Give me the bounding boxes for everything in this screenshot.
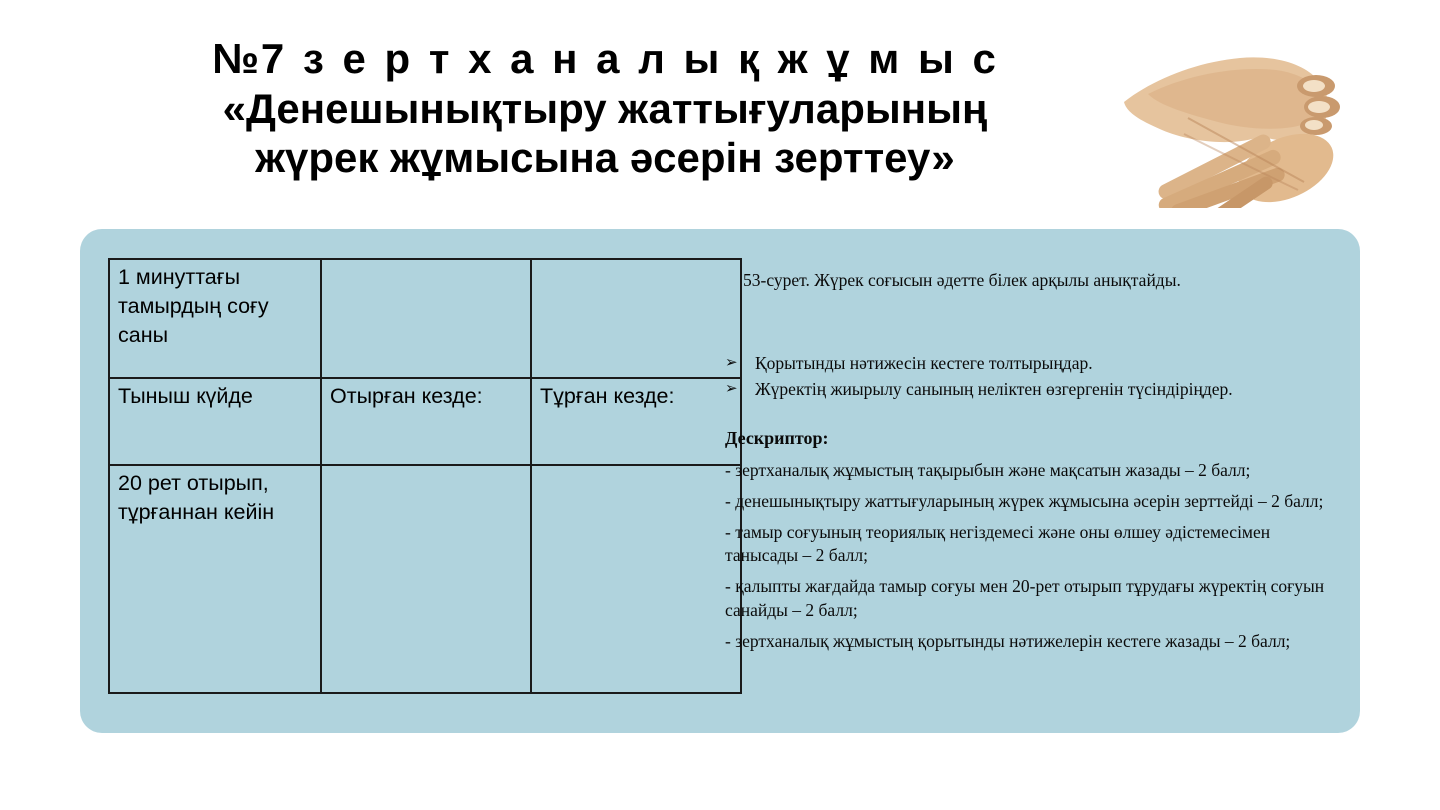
descriptor-item: - зертханалық жұмыстың қорытынды нәтижелерін кестеге жазады – 2 балл; bbox=[725, 630, 1291, 651]
descriptor-item: - тамыр соғуының теориялық негіздемесі және оны өлшеу әдістемесімен танысады – 2 балл; bbox=[725, 522, 1271, 566]
title-line-3: жүрек жұмысына әсерін зерттеу» bbox=[255, 134, 955, 182]
arrow-bullet-icon: ➢ bbox=[725, 353, 738, 372]
results-table bbox=[108, 258, 742, 694]
list-item bbox=[725, 352, 1337, 375]
arrow-bullet-icon: ➢ bbox=[725, 379, 738, 398]
bullet-text: Жүректің жиырылу санының неліктен өзгергенін түсіндіріңдер. bbox=[755, 379, 1233, 400]
table-cell: 20 рет отырып, тұрғаннан кейін bbox=[109, 465, 321, 693]
descriptor-item: - қалыпты жағдайда тамыр соғуы мен 20-рет отырып тұрудағы жүректің соғуын санайды – 2 балл; bbox=[725, 576, 1325, 620]
table-cell bbox=[321, 465, 531, 693]
task-bullets bbox=[725, 352, 1337, 401]
table-row bbox=[109, 465, 741, 693]
content-panel bbox=[80, 229, 1360, 733]
title-line-2: «Денешынықтыру жаттығуларының bbox=[222, 84, 988, 132]
slide-title bbox=[60, 34, 1150, 183]
table-cell bbox=[531, 259, 741, 378]
title-line-1: №7 з е р т х а н а л ы қ ж ұ м ы с bbox=[212, 35, 998, 82]
table-row bbox=[109, 259, 741, 378]
table-cell bbox=[531, 465, 741, 693]
descriptor-section bbox=[725, 427, 1337, 652]
descriptor-item: - денешынықтыру жаттығуларының жүрек жұмысына әсерін зерттейді – 2 балл; bbox=[725, 491, 1324, 512]
figure-caption: 53-сурет. Жүрек соғысын әдетте білек арқылы анықтайды. bbox=[743, 270, 1181, 290]
table-cell: 1 минуттағы тамырдың соғу саны bbox=[109, 259, 321, 378]
descriptor-item: - зертханалық жұмыстың тақырыбын және мақсатын жазады – 2 балл; bbox=[725, 460, 1251, 481]
table-cell: Отырған кезде: bbox=[321, 378, 531, 465]
descriptor-heading: Дескриптор: bbox=[725, 428, 829, 449]
hands-illustration bbox=[1118, 22, 1360, 208]
bullet-text: Қорытынды нәтижесін кестеге толтырыңдар. bbox=[755, 353, 1093, 374]
table-row bbox=[109, 378, 741, 465]
list-item bbox=[725, 378, 1337, 401]
table-cell bbox=[321, 259, 531, 378]
table-cell: Тыныш күйде bbox=[109, 378, 321, 465]
table-cell: Тұрған кезде: bbox=[531, 378, 741, 465]
notes-column bbox=[725, 269, 1337, 661]
pulse-hands-image bbox=[1118, 22, 1360, 208]
